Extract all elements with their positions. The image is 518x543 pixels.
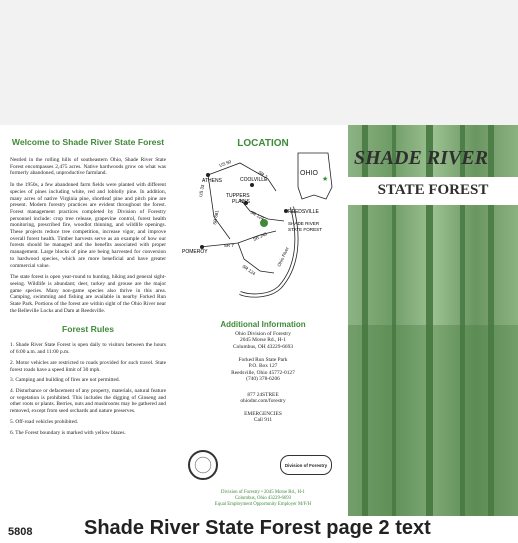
- division-of-forestry-logo: Division of Forestry: [280, 455, 332, 475]
- star-icon: ★: [322, 176, 329, 183]
- route-label: US 50: [218, 159, 232, 168]
- rules-list: [10, 342, 166, 436]
- place-reedsville: REEDSVILLE: [288, 209, 319, 215]
- caption-title: Shade River State Forest page 2 text: [84, 517, 431, 539]
- route-label: SR 7: [257, 169, 269, 180]
- rule-item: 4. Disturbance or defacement of any property, materials, natural feature or vegetation is prohibited. This includes the digging of Ginseng and other roots or plants. Berries, nuts and mushrooms may be gathered and removed, except from seed orchards and nature preserves.: [10, 387, 166, 415]
- rules-heading: Forest Rules: [61, 324, 115, 335]
- additional-heading: Additional Information: [220, 320, 306, 329]
- route-label: SR 248: [252, 231, 268, 242]
- caption-bar: [0, 516, 518, 543]
- svg-text:PLAINS: PLAINS: [232, 199, 250, 205]
- route-label: SR 681: [212, 209, 220, 226]
- rule-item: 3. Camping and building of fires are not permitted.: [10, 377, 120, 384]
- odnr-seal-icon: [188, 450, 218, 480]
- address-forked-run: Forked Run State Park P.O. Box 127 Reedsville, Ohio 45772-0127 (740) 378-6206: [231, 357, 295, 383]
- ohio-label: OHIO: [300, 170, 318, 177]
- rule-item: 5. Off-road vehicles prohibited.: [10, 418, 79, 425]
- route-label: SR 124: [241, 263, 257, 277]
- welcome-column: [0, 125, 176, 517]
- brochure-panel: [0, 125, 518, 517]
- place-athens: ATHENS: [202, 178, 222, 184]
- emergencies: EMERGENCIES Call 911: [244, 411, 282, 424]
- welcome-paragraph-1: Nestled in the rolling hills of southeastern Ohio, Shade River State Forest encompasses 2,475 acres. Native hardwoods grow on what was formerly abandoned, unproductive farmland.: [10, 157, 166, 177]
- place-pomeroy: POMEROY: [182, 249, 208, 255]
- address-forestry: Ohio Division of Forestry 2045 Morse Rd., H-1 Columbus, OH 43229-6693: [232, 331, 294, 350]
- river-label: Ohio River: [276, 246, 290, 268]
- cover-title-line1: SHADE RIVER: [354, 147, 488, 169]
- svg-text:SHADE RIVER: SHADE RIVER: [288, 221, 320, 226]
- welcome-paragraph-3: The state forest is open year-round to hunting, hiking and general sight-seeing. Wildlife is abundant; deer, turkey and grouse are the major game species. Many non-game species also thrive in this area. Camping, swimming and fishing are available in nearby Forked Run State Park. Portions of the forest are within sight of the Ohio River near the Belleville Locks and Dam at Reedsville.: [10, 274, 166, 314]
- rule-item: 6. The Forest boundary is marked with yellow blazes.: [10, 429, 126, 436]
- caption-number: 5808: [8, 526, 33, 538]
- place-tuppers-plains: TUPPERS: [226, 193, 250, 199]
- rule-item: 1. Shade River State Forest is open daily to visitors between the hours of 6:00 a.m. and 11:00 p.m.: [10, 342, 166, 356]
- rule-item: 2. Motor vehicles are restricted to roads provided for such travel. State forest roads have a speed limit of 30 mph.: [10, 359, 166, 373]
- welcome-heading: Welcome to Shade River State Forest: [11, 137, 165, 147]
- footer-text: Division of Forestry • 2045 Morse Rd., H-1 Columbus, Ohio 43229-6693 Equal Employment Opportunity Employer M/F/H: [214, 490, 312, 507]
- route-label: US 33: [198, 184, 206, 198]
- cover-panel: [348, 125, 518, 517]
- route-label: SR 7: [224, 243, 234, 248]
- contact-phone-web: 877 24STREE ohiodnr.com/forestry: [240, 392, 286, 405]
- svg-text:STATE FOREST: STATE FOREST: [288, 227, 323, 232]
- location-heading: LOCATION: [237, 138, 289, 149]
- welcome-paragraph-2: In the 1950s, a few abandoned farm fields were planted with different species of pines including white, red and loblolly pine. In addition, many acres of native Virginia pine, shortleaf pine and pitch pine are present. Modern forestry practices are evident throughout the forest. Forest management practices completed by Division of Forestry personnel include: crop tree release, grapevine control, forest health monitoring, prescribed fire, woodlot thinning, and wildlife openings. These projects reduce tree competition, increase vigor, and improve overall forest health. Timber harvests serve as an example of how our forests should be managed and the benefits associated with proper management. Large blocks of pine are being harvested for conversion to hardwood species, which are more beneficial and have greater commercial value.: [10, 182, 166, 269]
- place-coolville: COOLVILLE: [240, 177, 268, 183]
- location-map: [180, 147, 346, 307]
- location-column: [180, 125, 346, 517]
- cover-title-line2: STATE FOREST: [377, 182, 489, 198]
- route-label: SR 124: [249, 209, 265, 222]
